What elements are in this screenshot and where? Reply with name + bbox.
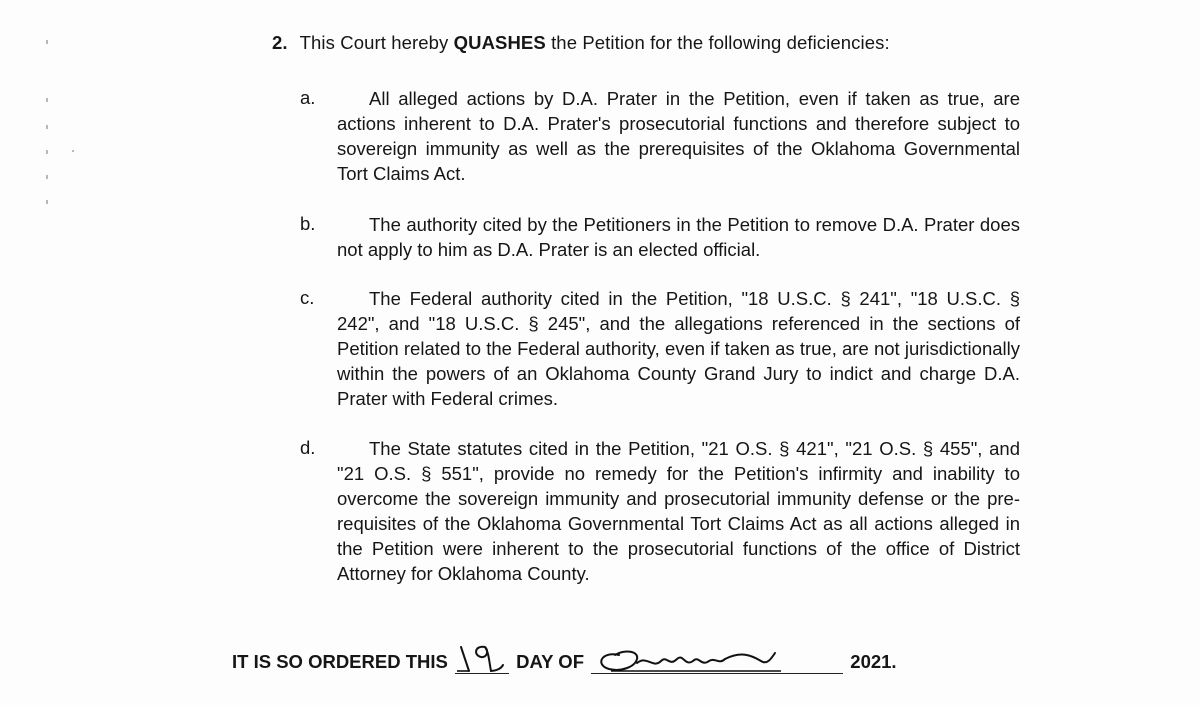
heading-tail-text: the Petition for the following deficiencies: bbox=[545, 32, 890, 53]
item-text: The authority cited by the Petitioners in the Petition to remove D.A. Prater does not apply to him as D.A. Prater is an elected official. bbox=[337, 214, 1020, 260]
heading-lead-text: This Court hereby bbox=[299, 32, 454, 53]
item-marker: b. bbox=[300, 213, 316, 234]
order-line bbox=[232, 650, 897, 674]
item-marker: a. bbox=[300, 87, 316, 108]
item-text: The State statutes cited in the Petition, "21 O.S. § 421", "21 O.S. § 455", and "21 O.S. § 551", provide no remedy for the Petition's infirmity and inability to overcome the sovereign immunity and prosecutorial immunity defense or the pre-requisites of the Oklahoma Governmental Tort Claims Act as all actions alleged in the Petition were inherent to the prosecutorial functions of the office of District Attorney for Oklahoma County. bbox=[337, 438, 1020, 584]
heading-emphasis: QUASHES bbox=[453, 32, 546, 53]
item-text: The Federal authority cited in the Petition, "18 U.S.C. § 241", "18 U.S.C. § 242", and "18 U.S.C. § 245", and the allegations referenced in the sections of Petition related to the Federal authority, even if taken as true, are not jurisdictionally within the powers of an Oklahoma County Grand Jury to indict and charge D.A. Prater with Federal crimes. bbox=[337, 288, 1020, 409]
order-lead-text: IT IS SO ORDERED THIS bbox=[232, 651, 448, 672]
day-of-text: DAY OF bbox=[516, 651, 584, 672]
month-blank bbox=[591, 651, 843, 674]
handwritten-day bbox=[455, 641, 509, 675]
section-heading bbox=[272, 31, 890, 55]
section-number: 2. bbox=[272, 32, 288, 53]
order-year: 2021. bbox=[850, 651, 897, 672]
item-marker: c. bbox=[300, 287, 315, 308]
item-text: All alleged actions by D.A. Prater in the Petition, even if taken as true, are actions inherent to D.A. Prater's prosecutorial functions and therefore subject to sovereign immunity as well as the prerequisites of the Oklahoma Governmental Tort Claims Act. bbox=[337, 88, 1020, 184]
day-blank bbox=[455, 651, 509, 674]
item-marker: d. bbox=[300, 437, 316, 458]
handwritten-month bbox=[591, 641, 843, 675]
